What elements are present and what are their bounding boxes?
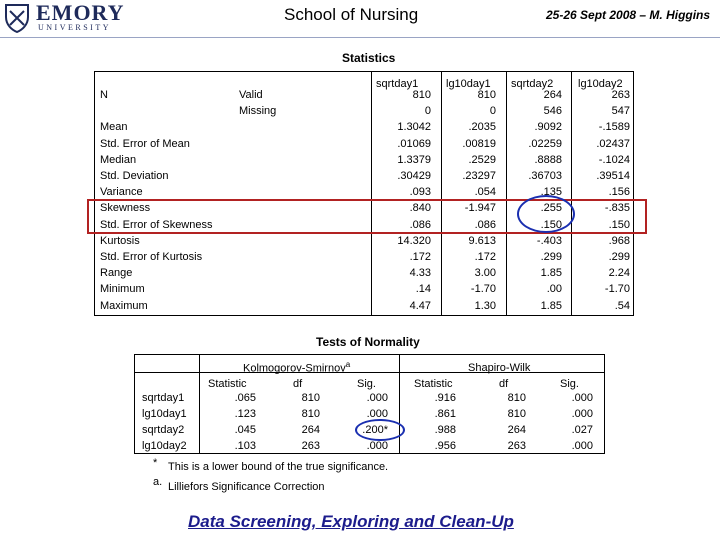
- normality-cell: 810: [301, 392, 320, 404]
- normality-cell: .956: [434, 440, 456, 452]
- stats-cell: .255: [540, 202, 562, 215]
- normality-row-label: lg10day2: [142, 440, 187, 452]
- group-header-ks: Kolmogorov-Smirnov$^a$: [243, 360, 351, 375]
- stats-row-sublabel: Missing: [239, 105, 277, 118]
- footnote-star: This is a lower bound of the true significance.: [168, 461, 389, 473]
- stats-row: [96, 234, 632, 250]
- stats-row-label: Std. Error of Skewness: [100, 218, 213, 231]
- stats-cell: .093: [409, 186, 431, 199]
- normality-cell: 810: [301, 408, 320, 420]
- stats-cell: 4.47: [409, 299, 431, 312]
- stats-cell: 264: [543, 89, 562, 101]
- emory-shield-icon: [4, 3, 30, 33]
- normality-subheader: Statistic: [414, 378, 453, 390]
- stats-cell: .054: [474, 186, 496, 199]
- table-divider: [134, 372, 605, 373]
- stats-cell: .299: [608, 251, 630, 263]
- normality-cell: .103: [234, 440, 256, 452]
- normality-cell: 263: [507, 440, 526, 452]
- stats-cell: .23297: [462, 170, 496, 182]
- normality-subheader: Sig.: [560, 378, 579, 390]
- stats-row: [96, 169, 632, 185]
- stats-row-label: N: [100, 89, 108, 101]
- stats-row: [96, 266, 632, 282]
- normality-cell: .027: [571, 424, 593, 436]
- stats-cell: -.403: [536, 234, 562, 247]
- column-header-lg10day2: lg10day2: [578, 78, 623, 90]
- stats-cell: 810: [412, 89, 431, 101]
- stats-cell: .150: [540, 218, 562, 231]
- footnote-star-mark: *: [153, 457, 158, 469]
- stats-cell: 14.320: [397, 234, 431, 247]
- normality-subheader: df: [293, 378, 303, 390]
- normality-cell: 810: [507, 392, 526, 404]
- stats-cell: .2035: [468, 121, 496, 134]
- normality-cell: .000: [366, 392, 388, 404]
- stats-row-label: Skewness: [100, 202, 151, 215]
- footnote-a-mark: a.: [153, 476, 163, 488]
- statistics-title: Statistics: [342, 51, 396, 65]
- normality-cell: 263: [301, 440, 320, 452]
- stats-cell: 546: [543, 105, 562, 118]
- normality-subheader: Statistic: [208, 378, 247, 390]
- stats-row: [96, 153, 632, 169]
- stats-cell: 1.30: [474, 299, 496, 312]
- stats-cell: .156: [608, 186, 630, 199]
- normality-subheader: df: [499, 378, 509, 390]
- stats-cell: .172: [474, 251, 496, 263]
- slide-title: Data Screening, Exploring and Clean-Up: [188, 512, 514, 531]
- stats-cell: 4.33: [409, 267, 431, 280]
- stats-cell: .299: [540, 251, 562, 263]
- sqrtday2-sig-circle: [355, 419, 405, 441]
- normality-cell: .000: [571, 392, 593, 404]
- column-header-sqrtday1: sqrtday1: [376, 78, 419, 90]
- stats-row-label: Kurtosis: [100, 234, 140, 247]
- normality-cell: 810: [507, 408, 526, 420]
- normality-row-label: lg10day1: [142, 408, 187, 420]
- stats-cell: .14: [415, 283, 431, 296]
- group-header-sw: Shapiro-Wilk: [468, 362, 531, 374]
- stats-row-label: Std. Error of Kurtosis: [100, 251, 203, 263]
- stats-row: [96, 137, 632, 153]
- stats-cell: .135: [540, 186, 562, 199]
- stats-cell: .086: [474, 218, 496, 231]
- stats-cell: 547: [611, 105, 630, 118]
- stats-row-label: Median: [100, 153, 137, 166]
- normality-cell: 264: [301, 424, 320, 436]
- sqrtday2-skewness-circle: [517, 195, 575, 233]
- stats-cell: 0: [489, 105, 496, 118]
- stats-cell: .54: [614, 299, 630, 312]
- normality-cell: .200*: [362, 424, 388, 436]
- stats-cell: .150: [608, 218, 630, 231]
- stats-cell: .9092: [534, 121, 562, 134]
- normality-cell: .045: [234, 424, 256, 436]
- column-header-sqrtday2: sqrtday2: [511, 78, 554, 90]
- stats-row: [96, 120, 632, 136]
- stats-cell: .02437: [596, 137, 630, 150]
- logo-subtitle: UNIVERSITY: [38, 23, 111, 32]
- normality-cell: .988: [434, 424, 456, 436]
- stats-cell: 1.3379: [397, 153, 431, 166]
- stats-row-label: Std. Error of Mean: [100, 137, 190, 150]
- normality-row-label: sqrtday1: [142, 392, 185, 404]
- normality-row-label: sqrtday2: [142, 424, 185, 436]
- footnote-a: Lilliefors Significance Correction: [168, 481, 325, 493]
- normality-cell: .123: [234, 408, 256, 420]
- normality-cell: .916: [434, 392, 456, 404]
- normality-cell: .861: [434, 408, 456, 420]
- normality-row: [136, 391, 602, 407]
- column-header-lg10day1: lg10day1: [446, 78, 491, 90]
- normality-cell: 264: [507, 424, 526, 436]
- stats-cell: .8888: [534, 153, 562, 166]
- stats-row-label: Maximum: [100, 299, 148, 312]
- stats-cell: .086: [409, 218, 431, 231]
- stats-row: [96, 299, 632, 315]
- stats-cell: 3.00: [474, 267, 496, 280]
- stats-cell: 810: [477, 89, 496, 101]
- stats-cell: .00: [546, 283, 562, 296]
- logo-wordmark: EMORY: [36, 0, 125, 25]
- normality-subheader: Sig.: [357, 378, 376, 390]
- stats-cell: .02259: [528, 137, 562, 150]
- stats-row-label: Minimum: [100, 283, 145, 296]
- stats-cell: .172: [409, 251, 431, 263]
- stats-row-label: Variance: [100, 186, 143, 199]
- stats-cell: 1.85: [540, 267, 562, 280]
- stats-cell: 1.3042: [397, 121, 431, 134]
- stats-cell: 263: [611, 89, 630, 101]
- stats-cell: .01069: [397, 137, 431, 150]
- stats-cell: .2529: [468, 153, 496, 166]
- stats-cell: 9.613: [468, 234, 496, 247]
- normality-cell: .000: [366, 408, 388, 420]
- stats-row: [96, 282, 632, 298]
- normality-cell: .065: [234, 392, 256, 404]
- header-divider: [0, 37, 720, 38]
- stats-row-label: Mean: [100, 121, 128, 134]
- stats-cell: .968: [608, 234, 630, 247]
- stats-row-label: Range: [100, 267, 133, 280]
- stats-cell: .39514: [596, 170, 630, 182]
- date-author: 25-26 Sept 2008 – M. Higgins: [546, 8, 711, 22]
- stats-row: [96, 88, 632, 104]
- normality-title: Tests of Normality: [316, 335, 420, 349]
- stats-cell: 0: [424, 105, 431, 118]
- stats-cell: .00819: [462, 137, 496, 150]
- normality-row: [136, 439, 602, 455]
- normality-cell: .000: [571, 440, 593, 452]
- normality-cell: .000: [571, 408, 593, 420]
- stats-cell: -1.70: [470, 283, 496, 296]
- stats-cell: -.1024: [598, 153, 630, 166]
- stats-cell: -1.947: [464, 202, 496, 215]
- stats-cell: .840: [409, 202, 431, 215]
- stats-cell: -.835: [604, 202, 630, 215]
- stats-row-label: Std. Deviation: [100, 170, 169, 182]
- stats-cell: 1.85: [540, 299, 562, 312]
- stats-row-sublabel: Valid: [239, 89, 263, 101]
- normality-cell: .000: [366, 440, 388, 452]
- stats-cell: -.1589: [598, 121, 630, 134]
- course-title: School of Nursing: [284, 5, 419, 24]
- stats-cell: -1.70: [604, 283, 630, 296]
- stats-cell: 2.24: [608, 267, 630, 280]
- stats-row: [96, 104, 632, 120]
- stats-cell: .36703: [528, 170, 562, 182]
- stats-row: [96, 250, 632, 266]
- stats-cell: .30429: [397, 170, 431, 182]
